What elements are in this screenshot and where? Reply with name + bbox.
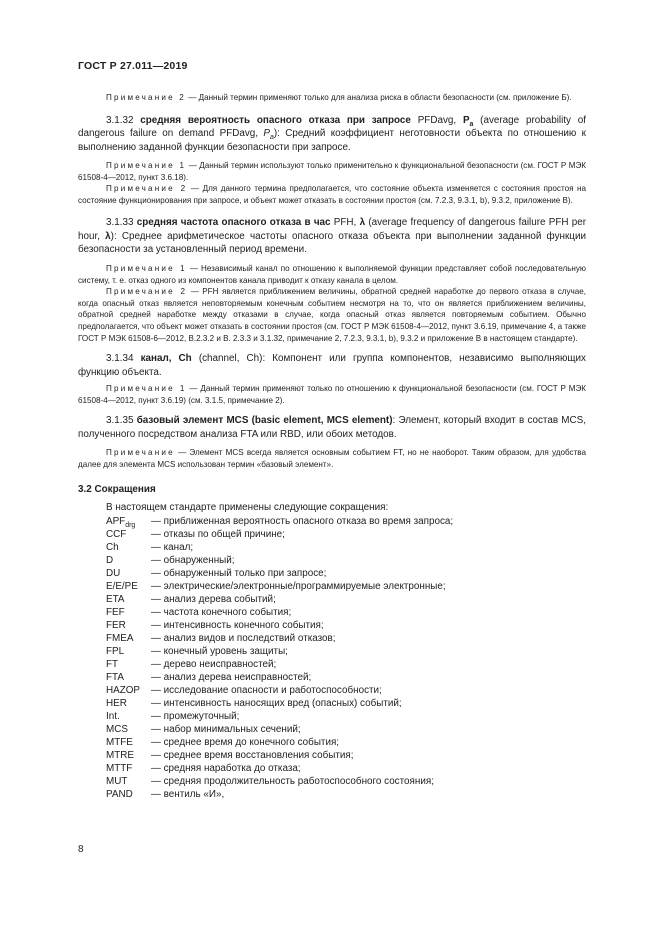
definition-3-1-32	[78, 114, 586, 155]
abbreviation-term: MTTF	[106, 763, 133, 775]
abbreviation-term: MUT	[106, 776, 128, 788]
note-text: — Данный термин применяют только для анализа риска в области безопасности (см. приложение Б).	[186, 93, 572, 102]
abbreviation-row	[78, 736, 586, 749]
abbreviation-definition: — приближенная вероятность опасного отказа во время запроса;	[151, 515, 454, 527]
definition-text-symbol: λ	[105, 230, 111, 242]
page-number: 8	[78, 844, 84, 855]
note-text: — Элемент MCS всегда является основным событием FT, но не наоборот. Таким образом, для удобства далее для элемента MCS использован термин «базовый элемент».	[78, 448, 586, 469]
note-label: Примечание 2	[106, 184, 188, 194]
definition-abbr: PFH,	[330, 217, 360, 229]
abbreviation-row	[78, 580, 586, 593]
abbreviation-term: E/E/PE	[106, 580, 138, 592]
definition-number: 3.1.35	[106, 415, 134, 427]
abbreviation-row	[78, 684, 586, 697]
definition-symbol: $P_a$	[462, 114, 474, 128]
abbreviation-definition: — среднее время восстановления события;	[151, 750, 354, 762]
abbreviation-definition: — конечный уровень защиты;	[151, 645, 288, 657]
abbreviation-definition: — средняя наработка до отказа;	[151, 763, 301, 775]
definition-abbr: PFDavg,	[410, 114, 463, 126]
note-label: Примечание 2	[106, 287, 188, 297]
abbreviation-definition: — анализ дерева неисправностей;	[151, 672, 312, 684]
abbreviation-row	[78, 775, 586, 788]
note-3-1-32-2	[78, 183, 586, 206]
abbreviation-term: FEF	[106, 606, 125, 618]
abbreviation-term: HER	[106, 698, 127, 710]
abbreviation-row	[78, 723, 586, 736]
abbreviation-row	[78, 749, 586, 762]
abbreviation-term: FMEA	[106, 632, 134, 644]
note-label: Примечание 1	[106, 263, 187, 273]
note-text: — PFH является приближением величины, обратной средней наработке до первого отказа в случае, когда опасный отказ является неповторяемым конечным событием несмотря на то, что он является приближением величины, обратной средней наработке между отказами в случае, когда опасный отказ является повторяемым событием. Обычно предполагается, что объект может отказать в состоянии простоя (см. ГОСТ Р МЭК 61508-4—2012, пункт 3.6.19, примечание 4, а также ГОСТ Р МЭК 61508-6—2012, В.2.3.2 и В. 2.3.3 и 3.1.32, примечание 2, 7.2.3, 9.3.1, b), 9.3.2 и приложение В в настоящем стандарте).	[78, 287, 586, 343]
abbreviation-definition: — вентиль «И»,	[151, 789, 225, 801]
section-title: 3.2 Сокращения	[78, 483, 156, 495]
definition-number: 3.1.33	[106, 217, 134, 229]
document-header: ГОСТ Р 27.011—2019	[78, 60, 188, 72]
abbreviation-term: Int.	[106, 711, 120, 723]
abbreviation-definition: — набор минимальных сечений;	[151, 724, 301, 736]
definition-term: канал, Ch	[140, 353, 192, 365]
definition-3-1-34	[78, 352, 586, 379]
note-text: — Данный термин используют только применительно к функциональной безопасности (см. ГОСТ Р МЭК 61508-4—2012, пункт 3.6.18).	[78, 161, 587, 182]
abbreviation-term: MCS	[106, 724, 128, 736]
abbreviation-row	[78, 710, 586, 723]
note-label: Примечание	[106, 448, 175, 458]
abbreviation-row	[78, 554, 586, 567]
abbreviation-list	[78, 515, 586, 802]
abbreviation-definition: — интенсивность конечного события;	[151, 619, 324, 631]
abbreviation-row	[78, 671, 586, 684]
note-text: — Независимый канал по отношению к выполняемой функции представляет собой последовательную систему, т. е. отказ одного из компонентов канала приводит к отказу канала в целом.	[78, 263, 586, 285]
abbreviation-row	[78, 541, 586, 554]
abbreviation-definition: — канал;	[151, 541, 194, 553]
abbreviation-definition: — отказы по общей причине;	[151, 528, 285, 540]
definition-text-a: (average probability of dangerous failure on demand PFDavg,	[78, 114, 587, 140]
definition-text: : Элемент, который входит в состав MCS, полученного посредством анализа FTA или RBD, или обоих методов.	[78, 415, 586, 440]
abbreviation-definition: — дерево неисправностей;	[151, 659, 277, 671]
note-3-1-34-1	[78, 383, 586, 406]
abbreviation-row	[78, 593, 586, 606]
abbreviation-term: MTRE	[106, 750, 134, 762]
abbreviation-term: Ch	[106, 541, 119, 553]
abbreviation-row	[78, 788, 586, 801]
definition-term: средняя вероятность опасного отказа при запросе	[140, 114, 411, 126]
definition-text-b: ): Средний коэффициент неготовности объекта по отношению к выполнению заданной функции безопасности при запросе.	[78, 128, 586, 153]
abbreviation-term: PAND	[106, 789, 133, 801]
note-3-1-33-1	[78, 263, 586, 286]
note-text: — Для данного термина предполагается, что состояние объекта изменяется с состояния простоя на состояние функционирования при запросе, и объект может отказать в состоянии простоя (см. 7.2.3, 9.3.1, b), 9.3.2, приложение В).	[78, 184, 587, 205]
abbreviation-term: MTFE	[106, 737, 133, 749]
abbreviation-row	[78, 567, 586, 580]
note-3-1-33-2	[78, 286, 586, 344]
definition-text-a: (average frequency of dangerous failure PFH per hour,	[78, 217, 587, 242]
abbreviation-row	[78, 697, 586, 710]
abbreviation-definition: — промежуточный;	[151, 711, 240, 723]
definition-3-1-35	[78, 414, 586, 441]
note-3-1-35	[78, 447, 586, 470]
definition-text-symbol: $P_a$	[263, 128, 274, 142]
note-label: Примечание 1	[106, 384, 187, 394]
definition-symbol: λ	[359, 217, 366, 229]
abbreviation-row	[78, 515, 586, 528]
definition-number: 3.1.32	[106, 114, 134, 126]
definition-number: 3.1.34	[106, 353, 134, 365]
abbreviation-definition: — средняя продолжительность работоспособного состояния;	[151, 776, 434, 788]
abbreviation-term: HAZOP	[106, 685, 141, 697]
abbreviation-term: CCF	[106, 528, 127, 540]
abbreviation-term: ETA	[106, 593, 125, 605]
abbreviation-term: D	[106, 554, 114, 566]
definition-term: базовый элемент MCS	[136, 415, 249, 427]
definition-text-b: ): Среднее арифметическое частоты опасного отказа объекта при выполнении заданной функции безопасности за установленный период времени.	[78, 230, 586, 256]
abbreviation-term: $APF_{drg}$	[106, 515, 136, 529]
definition-3-1-33	[78, 216, 586, 257]
abbreviation-row	[78, 658, 586, 671]
abbreviation-term: DU	[106, 567, 121, 579]
abbreviation-term: FER	[106, 619, 126, 631]
definition-text: (channel, Ch): Компонент или группа компонентов, независимо выполняющих функцию объекта.	[78, 353, 586, 378]
note-risk	[78, 92, 586, 104]
abbreviation-row	[78, 606, 586, 619]
abbreviation-definition: — среднее время до конечного события;	[151, 737, 340, 749]
abbreviation-term: FPL	[106, 645, 125, 657]
abbreviation-definition: — исследование опасности и работоспособности;	[151, 685, 382, 697]
abbreviation-term: FTA	[106, 672, 124, 684]
note-3-1-32-1	[78, 160, 586, 183]
abbreviation-term: FT	[106, 659, 119, 671]
abbreviation-definition: — частота конечного события;	[151, 606, 292, 618]
abbreviation-definition: — анализ дерева событий;	[151, 593, 276, 605]
abbreviation-definition: — интенсивность наносящих вред (опасных) событий;	[151, 698, 402, 710]
abbreviation-row	[78, 632, 586, 645]
abbreviation-definition: — обнаруженный;	[151, 554, 235, 566]
note-label: Примечание 2	[106, 93, 186, 102]
section-intro: В настоящем стандарте применены следующие сокращения:	[106, 501, 389, 513]
abbreviation-definition: — обнаруженный только при запросе;	[151, 567, 327, 579]
page-content	[78, 92, 586, 802]
abbreviation-row	[78, 645, 586, 658]
abbreviation-definition: — анализ видов и последствий отказов;	[151, 632, 336, 644]
abbreviation-row	[78, 528, 586, 541]
definition-term: средняя частота опасного отказа в час	[136, 217, 331, 229]
note-text: — Данный термин применяют только по отношению к функциональной безопасности (см. ГОСТ Р МЭК 61508-4—2012, пункт 3.6.19) (см. 3.1.5, примечание 2).	[78, 384, 586, 405]
abbreviation-row	[78, 762, 586, 775]
abbreviation-row	[78, 619, 586, 632]
abbreviation-definition: — электрические/электронные/программируемые электронные;	[151, 580, 446, 592]
definition-english: (basic element, MCS element)	[248, 415, 393, 427]
note-label: Примечание 1	[106, 161, 187, 171]
